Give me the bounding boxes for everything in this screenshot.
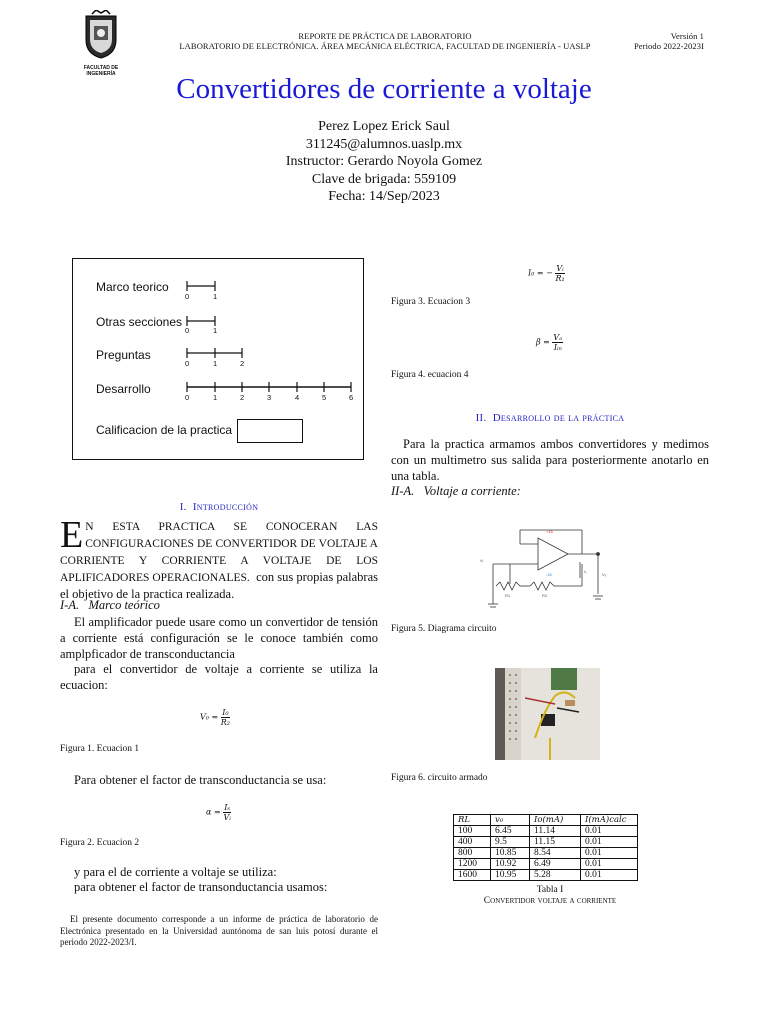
paragraph: El amplificador puede usare como un convertidor de tensión a corriente está configuración se le conoce también como amplpficador de transconductancia [60, 615, 378, 661]
table-cell: 400 [454, 837, 491, 848]
grade-label-marco: Marco teorico [96, 280, 169, 294]
author-name: Perez Lopez Erick Saul [318, 119, 450, 134]
column-header: v₀ [491, 815, 530, 826]
eq-num: Vₒ [553, 333, 563, 342]
eq-fraction [552, 333, 563, 352]
data-table-wrapper [453, 814, 638, 881]
eq-fraction [221, 708, 230, 727]
lab-name: LABORATORIO DE ELECTRÓNICA. ÁREA MECÁNICA ELÉCTRICA, FACULTAD DE INGENIERÍA - UASLP [179, 41, 591, 51]
tick: 0 [185, 359, 190, 368]
logo-caption: FACULTAD DE INGENIERÍA [83, 65, 119, 77]
grade-label-desarrollo: Desarrollo [96, 382, 151, 396]
table-cell: 0.01 [581, 859, 638, 870]
tick: 1 [213, 393, 218, 402]
column-header: Io(mA) [530, 815, 581, 826]
r1-label: R1 [505, 593, 511, 598]
page-title: Convertidores de corriente a voltaje [176, 73, 592, 105]
date: Fecha: 14/Sep/2023 [328, 189, 440, 204]
table-cell: 800 [454, 848, 491, 859]
header-right [608, 31, 704, 51]
tick: 0 [185, 326, 190, 335]
table-cell: 0.01 [581, 848, 638, 859]
university-logo [80, 10, 122, 77]
tick: 6 [349, 393, 354, 402]
tick: 1 [213, 359, 218, 368]
footnote: El presente documento corresponde a un informe de práctica de laboratorio de Electrónica presentado en la Universidad auntónoma de san luis potosí durante el periodo 2022-2023/I. [60, 914, 378, 947]
brigade-code: Clave de brigada: 559109 [311, 171, 457, 187]
table-caption: Convertidor voltaje a corriente [483, 896, 617, 906]
version: Versión 1 [670, 31, 704, 41]
paragraph: para obtener el factor de transonductancia usamos: [74, 880, 328, 894]
table-header-row [454, 815, 638, 826]
subsection-2a [391, 483, 709, 499]
tick: 0 [185, 393, 190, 402]
table-cell: 10.92 [491, 859, 530, 870]
eq-den: R₂ [220, 718, 231, 727]
table-cell: 100 [454, 826, 491, 837]
breadboard-image-icon [495, 668, 600, 760]
section-title: Desarrollo de la práctica [492, 412, 625, 424]
minus-supply-label: -15 [546, 572, 552, 577]
eq-lhs: β = [536, 337, 550, 347]
table-cell: 8.54 [530, 848, 581, 859]
report-type: REPORTE DE PRÁCTICA DE LABORATORIO [298, 31, 472, 41]
instructor: Instructor: Gerardo Noyola Gomez [285, 154, 483, 169]
table-cell: 0.01 [581, 826, 638, 837]
table-cell: 5.28 [530, 870, 581, 881]
intro-caps: N ESTA PRACTICA SE CONOCERAN LAS CONFIGURACIONES DE CONVERTIDOR DE VOLTAJE A CORRIENTE Y CORRIENTE A VOLTAJE DE LOS APLIFICADORES OPERACIONALES. [60, 521, 378, 584]
tick: 2 [240, 359, 245, 368]
eq-num: I₀ [222, 708, 229, 717]
tick: 5 [322, 393, 327, 402]
table-label: Tabla I [536, 885, 564, 895]
table-cell: 10.95 [491, 870, 530, 881]
eq-lhs: V₀ = [200, 712, 219, 722]
equation-1 [200, 708, 230, 727]
tick: 4 [295, 393, 300, 402]
paragraph: para el convertidor de voltaje a corriente se utiliza la ecuacion: [60, 662, 378, 692]
table-cell: 1200 [454, 859, 491, 870]
table-row [454, 870, 638, 881]
dropcap: E [60, 514, 84, 556]
intro-rest: con sus propias palabras el objetivo de la practica realizada. [60, 570, 378, 601]
grade-label-otras: Otras secciones [96, 315, 183, 329]
section-1-heading [60, 501, 378, 513]
eq-lhs: I₀ = − [528, 268, 553, 278]
eq-den: Iᵢₙ [553, 343, 562, 352]
figure-6-caption: Figura 6. circuito armado [391, 773, 488, 783]
tick: 2 [240, 393, 245, 402]
eq-num: Iₛ [224, 803, 231, 812]
circuit-diagram [470, 524, 620, 614]
eq-fraction [223, 803, 231, 822]
table-cell: 11.14 [530, 826, 581, 837]
paragraph: y para el de corriente a voltaje se utiliza: [74, 865, 277, 879]
table-cell: 6.45 [491, 826, 530, 837]
subsection-title: Marco teórico [88, 598, 160, 612]
circuit-schematic-icon [470, 524, 620, 614]
intro-paragraph [60, 514, 378, 602]
vo-label: V₀ [602, 572, 607, 577]
plus-supply-label: +15 [546, 529, 553, 534]
eq-fraction [555, 264, 564, 283]
header-center [165, 31, 605, 51]
data-table [453, 814, 638, 881]
tick: 1 [213, 326, 218, 335]
shield-crest-icon [80, 10, 122, 60]
table-cell: 0.01 [581, 837, 638, 848]
paragraph: Para obtener el factor de transconductancia se usa: [74, 773, 327, 787]
table-row [454, 848, 638, 859]
figure-4-caption: Figura 4. ecuacion 4 [391, 370, 469, 380]
figure-1-caption: Figura 1. Ecuacion 1 [60, 744, 140, 754]
table-row [454, 837, 638, 848]
table-cell: 9.5 [491, 837, 530, 848]
final-grade-field[interactable] [237, 419, 303, 443]
io-label: I₀ [584, 569, 587, 574]
grade-label-preguntas: Preguntas [96, 348, 151, 362]
table-cell: 10.85 [491, 848, 530, 859]
table-cell: 6.49 [530, 859, 581, 870]
paragraph: Para la practica armamos ambos convertidores y medimos con un multimetro sus salida para posteriormente anotarlo en una tabla. [391, 437, 709, 483]
vi-label: Vᵢ [480, 558, 484, 563]
figure-2-caption: Figura 2. Ecuacion 2 [60, 838, 140, 848]
subsection-1a [60, 597, 378, 613]
figure-5-caption: Figura 5. Diagrama circuito [391, 624, 497, 634]
table-row [454, 826, 638, 837]
subsection-number: I-A. [60, 598, 80, 612]
column-header: RL [454, 815, 491, 826]
equation-4 [536, 333, 563, 352]
breadboard-photo [495, 668, 600, 760]
figure-3-caption: Figura 3. Ecuacion 3 [391, 297, 471, 307]
author-email: 311245@alumnos.uaslp.mx [305, 136, 463, 152]
eq-num: Vᵢ [556, 264, 564, 273]
eq-den: R₁ [555, 274, 565, 283]
r2-label: R2 [542, 593, 548, 598]
section-number: II. [475, 412, 487, 424]
tick: 1 [213, 292, 218, 301]
section-title: Introducción [192, 501, 259, 513]
table-row [454, 859, 638, 870]
grading-box [72, 258, 364, 460]
final-grade-label: Calificacion de la practica [96, 423, 233, 437]
equation-2 [206, 803, 231, 822]
tick: 3 [267, 393, 272, 402]
author-block [0, 118, 768, 206]
period: Periodo 2022-2023I [633, 41, 704, 51]
section-2-heading [391, 412, 709, 424]
eq-den: Vᵢ [223, 813, 231, 822]
eq-lhs: α = [206, 807, 221, 817]
equation-3 [528, 264, 565, 283]
table-cell: 11.15 [530, 837, 581, 848]
subsection-title: Voltaje a corriente: [423, 484, 521, 498]
subsection-number: II-A. [391, 484, 415, 498]
tick: 0 [185, 292, 190, 301]
column-header: I(mA)calc [581, 815, 638, 826]
table-cell: 1600 [454, 870, 491, 881]
section-number: I. [179, 501, 187, 513]
table-cell: 0.01 [581, 870, 638, 881]
